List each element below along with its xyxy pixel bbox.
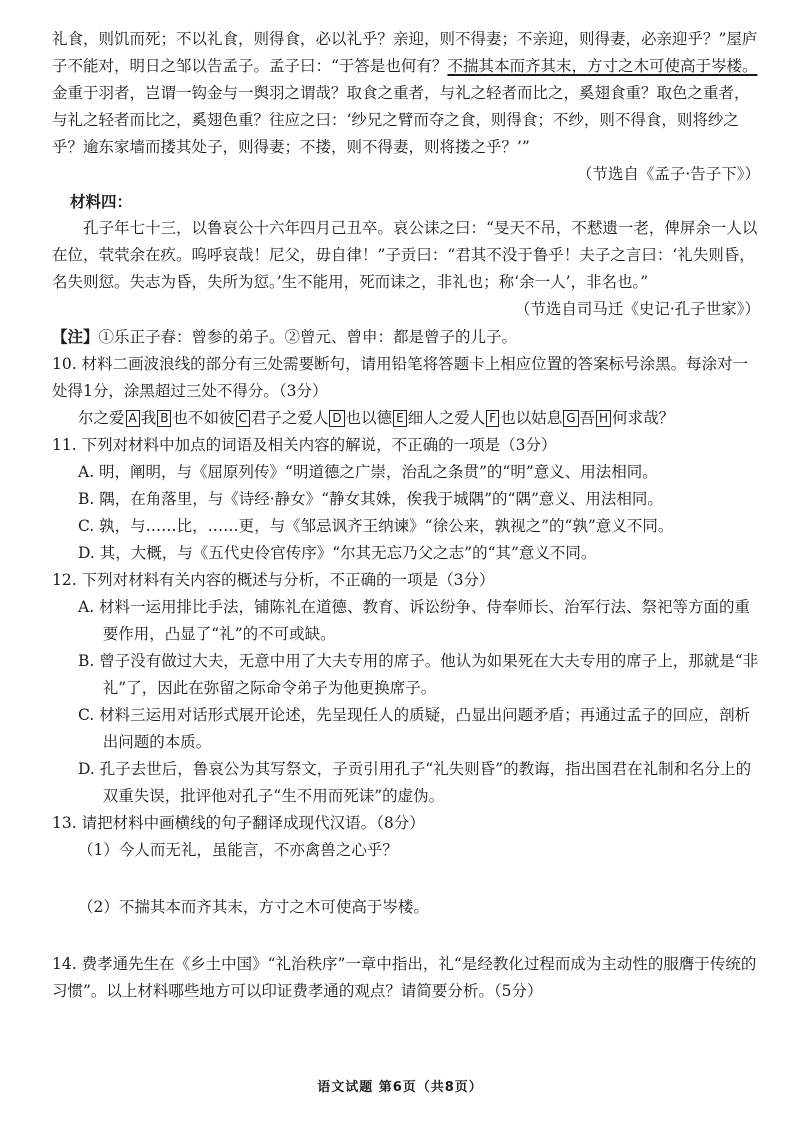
material3-text-a: 礼食，则饥而死；不以礼食，则得食，必以礼乎？亲迎，则不得妻；不亲迎，则得妻，必亲迎乎？”屋庐子不能对，明日之邹以告孟子。孟子曰：“于答是也何有？ xyxy=(52,30,758,75)
q13-sub2: （2）不揣其本而齐其末，方寸之木可使高于岑楼。 xyxy=(78,898,429,916)
page-footer: 语文试题 第6页（共8页） xyxy=(317,1080,483,1095)
q10-seg: 吾 xyxy=(579,409,596,427)
q12-option-c: C. 材料三运用对话形式展开论述，先呈现任人的质疑，凸显出问题矛盾；再通过孟子的回应，剖析出问题的本质。 xyxy=(78,706,751,751)
q11-option-b: B. 隅，在角落里，与《诗经·静女》“静女其姝，俟我于城隅”的“隅”意义、用法相同。 xyxy=(78,490,663,508)
q11-option-c: C. 孰，与……比，……更，与《邹忌讽齐王纳谏》“徐公来，孰视之”的“孰”意义不同。 xyxy=(78,517,674,535)
q10-box-f[interactable]: F xyxy=(486,410,499,427)
q10-box-b[interactable]: B xyxy=(157,410,171,427)
material4-passage: 孔子年七十三，以鲁哀公十六年四月己丑卒。哀公诔之曰：“旻天不吊，不慭遗一老，俾屏余一人以在位，茕茕余在疚。呜呼哀哉！尼父，毋自律！”子贡曰：“君其不没于鲁乎！夫子之言曰：‘礼失则昏，名失则愆。失志为昏，失所为愆。’生不能用，死而诔之，非礼也；称‘余一人’，非名也。” xyxy=(52,219,758,291)
answer-space xyxy=(52,864,760,894)
q10-sentence xyxy=(78,405,760,432)
q10-seg: 君子之爱人 xyxy=(250,409,329,427)
material4-title: 材料四： xyxy=(70,192,133,211)
q10-seg: 也不如彼 xyxy=(172,409,235,427)
note xyxy=(52,323,760,351)
q10-box-d[interactable]: D xyxy=(329,410,344,427)
note-text: ①乐正子春：曾参的弟子。②曾元、曾申：都是曾子的儿子。 xyxy=(98,328,518,346)
q10-box-g[interactable]: G xyxy=(563,410,578,427)
q10-seg: 何求哉？ xyxy=(612,409,675,427)
material3-underlined-sentence: 不揣其本而齐其末，方寸之木可使高于岑楼。 xyxy=(447,57,758,75)
material3-source: （节选自《孟子·告子下》） xyxy=(576,165,760,183)
q13-sub1: （1）今人而无礼，虽能言，不亦禽兽之心乎？ xyxy=(78,841,398,859)
q10-seg: 细人之爱人 xyxy=(407,409,486,427)
material3-passage xyxy=(52,26,760,161)
q10-seg: 尔之爱 xyxy=(78,409,125,427)
material4-source: （节选自司马迁《史记·孔子世家》） xyxy=(514,300,760,318)
q11-option-a: A. 明，阐明，与《屈原列传》“明道德之广崇，治乱之条贯”的“明”意义、用法相同。 xyxy=(78,463,658,481)
q10-seg: 也以德 xyxy=(345,409,393,427)
q11-stem: 11. 下列对材料中加点的词语及相关内容的解说，不正确的一项是（3分） xyxy=(52,436,557,454)
q14-stem: 14. 费孝通先生在《乡土中国》“礼治秩序”一章中指出，礼“是经教化过程而成为主动性的服膺于传统的习惯”。以上材料哪些地方可以印证费孝通的观点？请简要分析。（5分） xyxy=(52,955,757,1000)
q13-stem: 13. 请把材料中画横线的句子翻译成现代汉语。（8分） xyxy=(52,814,425,832)
note-tag: 【注】 xyxy=(52,327,99,346)
q10-box-e[interactable]: E xyxy=(393,410,407,427)
q10-box-h[interactable]: H xyxy=(596,410,611,427)
material3-text-b: 金重于羽者，岂谓一钩金与一舆羽之谓哉？取食之重者，与礼之轻者而比之，奚翅食重？取色之重者，与礼之轻者而比之，奚翅色重？往应之曰：‘纱兄之臂而夺之食，则得食；不纱，则不得食，则将纱之乎？逾东家墙而搂其处子，则得妻；不搂，则不得妻，则将搂之乎？’” xyxy=(52,84,750,156)
q12-option-b: B. 曾子没有做过大夫，无意中用了大夫专用的席子。他认为如果死在大夫专用的席子上，那就是“非礼”了，因此在弥留之际命令弟子为他更换席子。 xyxy=(78,652,759,697)
q12-stem: 12. 下列对材料有关内容的概述与分析，不正确的一项是（3分） xyxy=(52,571,495,589)
q10-seg: 我 xyxy=(140,409,157,427)
q12-option-a: A. 材料一运用排比手法，铺陈礼在道德、教育、诉讼纷争、侍奉师长、治军行法、祭祀等方面的重要作用，凸显了“礼”的不可或缺。 xyxy=(78,598,751,643)
q10-seg: 也以姑息 xyxy=(500,409,563,427)
q10-box-c[interactable]: C xyxy=(236,410,250,427)
answer-space xyxy=(52,921,760,951)
q10-box-a[interactable]: A xyxy=(126,410,140,427)
q10-stem: 10. 材料二画波浪线的部分有三处需要断句，请用铅笔将答题卡上相应位置的答案标号涂黑。每涂对一处得1分，涂黑超过三处不得分。（3分） xyxy=(52,355,749,400)
exam-page xyxy=(52,26,760,1005)
q11-option-d: D. 其，大概，与《五代史伶官传序》“尔其无忘乃父之志”的“其”意义不同。 xyxy=(78,544,597,562)
q12-option-d: D. 孔子去世后，鲁哀公为其写祭文，子贡引用孔子“礼失则昏”的教诲，指出国君在礼制和名分上的双重失误，批评他对孔子“生不用而死诔”的虚伪。 xyxy=(78,760,752,805)
